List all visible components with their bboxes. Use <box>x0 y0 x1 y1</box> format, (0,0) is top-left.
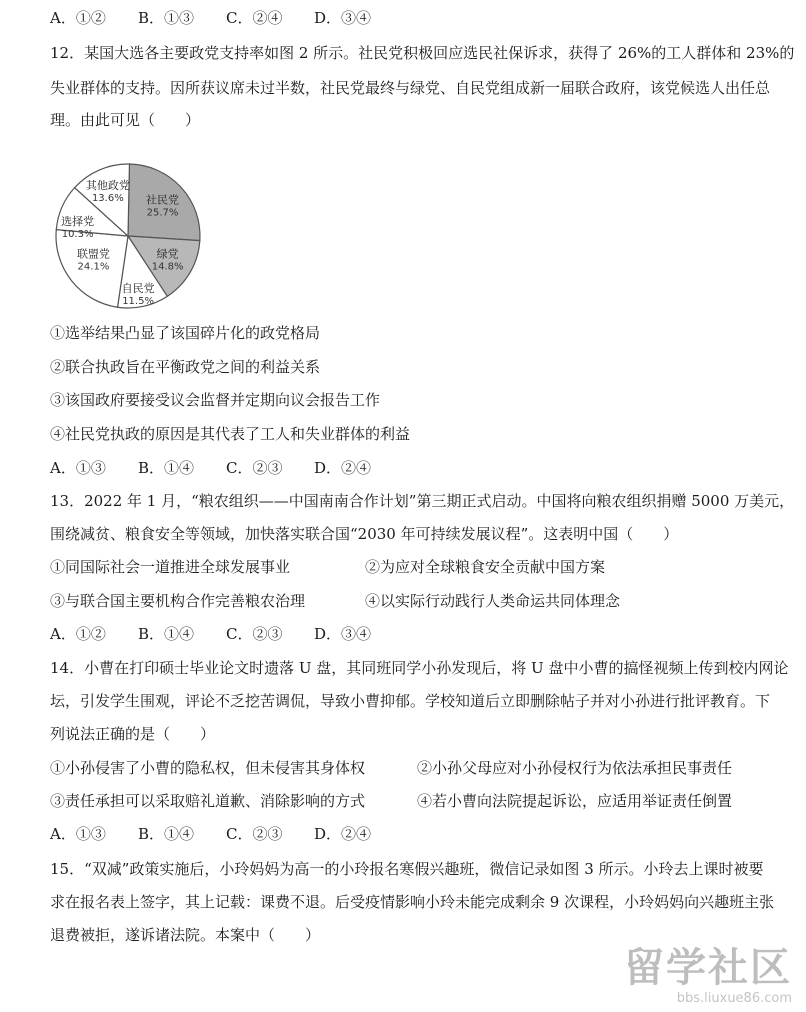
q12-options <box>50 458 402 478</box>
option-b: B．①④ <box>138 825 195 843</box>
option-a: A．①② <box>50 9 106 27</box>
q12-statement-4: ④社民党执政的原因是其代表了工人和失业群体的利益 <box>50 425 411 443</box>
q12-line-3: 理。由此可见（ ） <box>50 111 201 129</box>
pie-slice-label: 绿党 <box>156 247 179 261</box>
q14-statement-1: ①小孙侵害了小曹的隐私权，但未侵害其身体权 <box>50 759 366 777</box>
site-watermark <box>622 936 792 1006</box>
option-d: D．③④ <box>314 625 372 643</box>
pie-slice-value: 13.6% <box>91 193 124 205</box>
q14-statement-2: ②小孙父母应对小孙侵权行为依法承担民事责任 <box>417 759 733 777</box>
option-c: C．②③ <box>226 459 283 477</box>
pie-slice-label: 联盟党 <box>76 247 110 261</box>
option-c: C．②③ <box>226 825 283 843</box>
q13-line-1: 13．2022 年 1 月，“粮农组织——中国南南合作计划”第三期正式启动。中国将向粮农组织捐赠 5000 万美元， <box>50 492 795 510</box>
q13-options <box>50 624 402 644</box>
pie-slice-label: 自民党 <box>121 282 155 296</box>
q11-options <box>50 8 402 28</box>
q14-line-2: 坛，引发学生围观，评论不乏挖苦调侃，导致小曹抑郁。学校知道后立即删除帖子并对小孙进行批评教育。下 <box>50 692 771 710</box>
q13-line-2: 围绕减贫、粮食安全等领域，加快落实联合国“2030 年可持续发展议程”。这表明中国（ ） <box>50 525 679 543</box>
option-d: D．②④ <box>314 459 372 477</box>
q14-line-3: 列说法正确的是（ ） <box>50 725 216 743</box>
q15-line-1: 15．“双减”政策实施后，小玲妈妈为高一的小玲报名寒假兴趣班，微信记录如图 3 所示。小玲去上课时被要 <box>50 860 764 878</box>
option-a: A．①③ <box>50 459 106 477</box>
q12-line-2: 失业群体的支持。因所获议席未过半数，社民党最终与绿党、自民党组成新一届联合政府，该党候选人出任总 <box>50 79 771 97</box>
q14-line-1: 14．小曹在打印硕士毕业论文时遗落 U 盘，其同班同学小孙发现后，将 U 盘中小曹的搞怪视频上传到校内网论 <box>50 659 789 677</box>
pie-slice-label: 选择党 <box>61 215 95 229</box>
pie-slice-label: 其他政党 <box>85 179 130 193</box>
option-c: C．②③ <box>226 625 283 643</box>
q13-statement-4: ④以实际行动践行人类命运共同体理念 <box>365 592 621 610</box>
pie-slice-value: 11.5% <box>122 296 154 308</box>
watermark-logo-text: 留学社区 <box>624 945 792 991</box>
option-c: C．②④ <box>226 9 283 27</box>
option-d: D．③④ <box>314 9 372 27</box>
pie-slice-value: 25.7% <box>146 207 179 219</box>
option-a: A．①② <box>50 625 106 643</box>
q13-statement-2: ②为应对全球粮食安全贡献中国方案 <box>365 558 606 576</box>
option-d: D．②④ <box>314 825 372 843</box>
q13-statement-1: ①同国际社会一道推进全球发展事业 <box>50 558 291 576</box>
q13-statement-3: ③与联合国主要机构合作完善粮农治理 <box>50 592 306 610</box>
party-support-pie-chart <box>46 160 206 310</box>
q12-statement-1: ①选举结果凸显了该国碎片化的政党格局 <box>50 324 321 342</box>
q12-statement-2: ②联合执政旨在平衡政党之间的利益关系 <box>50 358 321 376</box>
pie-slice-value: 24.1% <box>77 261 110 273</box>
option-b: B．①③ <box>138 9 195 27</box>
watermark-url: bbs.liuxue86.com <box>676 991 792 1006</box>
option-a: A．①③ <box>50 825 106 843</box>
pie-slice-label: 社民党 <box>146 193 180 207</box>
q14-statement-3: ③责任承担可以采取赔礼道歉、消除影响的方式 <box>50 792 366 810</box>
q15-line-3: 退费被拒，遂诉诸法院。本案中（ ） <box>50 926 321 944</box>
option-b: B．①④ <box>138 625 195 643</box>
q12-line-1: 12．某国大选各主要政党支持率如图 2 所示。社民党积极回应选民社保诉求，获得了 26%的工人群体和 23%的 <box>50 44 795 62</box>
pie-slice-value: 14.8% <box>151 261 184 273</box>
pie-slice-value: 10.3% <box>61 229 94 241</box>
q12-statement-3: ③该国政府要接受议会监督并定期向议会报告工作 <box>50 391 381 409</box>
q15-line-2: 求在报名表上签字，其上记载：课费不退。后受疫情影响小玲未能完成剩余 9 次课程，小玲妈妈向兴趣班主张 <box>50 893 775 911</box>
option-b: B．①④ <box>138 459 195 477</box>
q14-options <box>50 824 402 844</box>
q14-statement-4: ④若小曹向法院提起诉讼，应适用举证责任倒置 <box>417 792 733 810</box>
